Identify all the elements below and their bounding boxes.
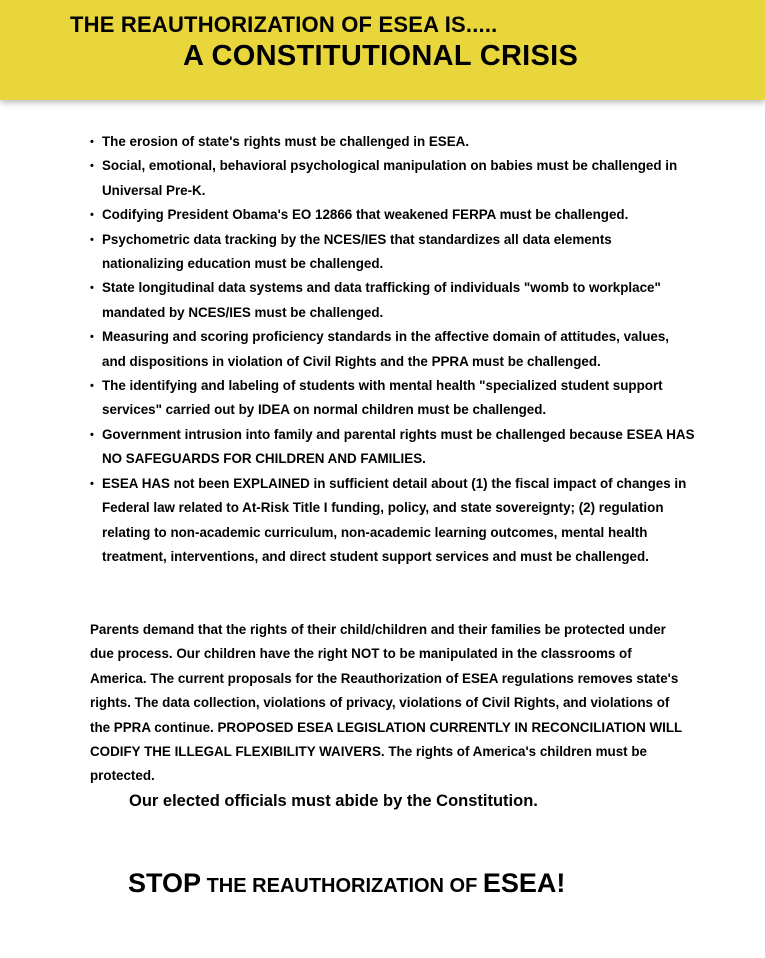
headline-esea: ESEA! xyxy=(482,868,566,898)
list-item xyxy=(86,130,696,154)
banner-title-line1: THE REAUTHORIZATION OF ESEA IS..... xyxy=(70,12,498,37)
list-item-text: Psychometric data tracking by the NCES/IES that standardizes all data elements nationalizing education must be challenged. xyxy=(102,231,612,272)
bullet-dot-icon: • xyxy=(90,331,94,344)
bullet-dot-icon: • xyxy=(90,160,94,173)
list-item-text: Social, emotional, behavioral psychological manipulation on babies must be challenged in Universal Pre-K. xyxy=(102,158,678,198)
list-item xyxy=(86,228,696,277)
banner-title-line2: A CONSTITUTIONAL CRISIS xyxy=(183,40,579,72)
list-item-text: The erosion of state's rights must be challenged in ESEA. xyxy=(102,134,470,149)
bullet-dot-icon: • xyxy=(90,380,94,393)
list-item-text: Government intrusion into family and parental rights must be challenged because ESEA HAS NO SAFEGUARDS FOR CHILDREN AND FAMILIES. xyxy=(102,426,695,467)
stop-word: STOP xyxy=(128,868,202,898)
headline-the: THE xyxy=(201,875,253,897)
title-banner xyxy=(0,0,765,100)
list-item-text: ESEA HAS not been EXPLAINED in sufficient detail about (1) the fiscal impact of changes in Federal law related to At-Risk Title I funding, policy, and state sovereignty; (2) regulation relating to non-academic curriculum, non-academic learning outcomes, mental health treatment, interventions, and direct student support services and must be challenged. xyxy=(102,475,687,564)
bullet-dot-icon: • xyxy=(90,136,94,148)
list-item xyxy=(86,203,696,227)
stop-headline xyxy=(128,868,565,899)
headline-r: R xyxy=(252,875,267,897)
bullet-dot-icon: • xyxy=(90,282,94,295)
list-item xyxy=(86,276,696,325)
bullet-dot-icon: • xyxy=(90,428,94,441)
list-item xyxy=(86,154,696,203)
list-item-text: Codifying President Obama's EO 12866 that weakened FERPA must be challenged. xyxy=(102,207,629,223)
list-item xyxy=(86,374,696,423)
list-item xyxy=(86,325,696,374)
challenge-list xyxy=(86,130,696,569)
list-item xyxy=(86,472,696,570)
list-item-text: State longitudinal data systems and data trafficking of individuals "womb to workplace" mandated by NCES/IES must be challenged. xyxy=(102,280,661,320)
closing-statement: Our elected officials must abide by the Constitution. xyxy=(129,792,538,810)
list-item-text: Measuring and scoring proficiency standards in the affective domain of attitudes, values, and dispositions in violation of Civil Rights and the PPRA must be challenged. xyxy=(102,329,669,369)
bullet-dot-icon: • xyxy=(90,233,94,246)
headline-reauthorization: EAUTHORIZATION OF xyxy=(266,875,483,897)
bullet-dot-icon: • xyxy=(90,477,94,490)
parents-demand-paragraph: Parents demand that the rights of their child/children and their families be protected under due process. Our children have the right NOT to be manipulated in the classrooms of America. The current proposals for the Reauthorization of ESEA regulations removes state's rights. The data collection, violations of privacy, violations of Civil Rights, and violations of the PPRA continue. PROPOSED ESEA LEGISLATION CURRENTLY IN RECONCILIATION WILL CODIFY THE ILLEGAL FLEXIBILITY WAIVERS. The rights of America's children must be protected. xyxy=(90,622,682,784)
list-item-text: The identifying and labeling of students with mental health "specialized student support services" carried out by IDEA on normal children must be challenged. xyxy=(102,378,663,418)
bullet-dot-icon: • xyxy=(90,209,94,222)
list-item xyxy=(86,423,696,472)
